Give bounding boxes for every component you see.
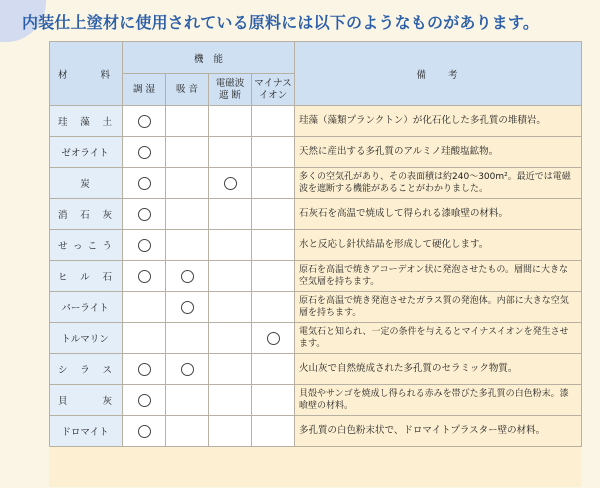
circle-mark-icon [138,177,151,190]
header-negative-ion-label: マイナス イオン [254,77,292,101]
material-name-char: ドロマイト [61,427,109,438]
table-row [50,199,582,230]
note-cell: 原石を高温で焼き発泡させたガラス質の発泡体。内部に大きな空気層を持ちます。 [295,292,582,323]
material-name-cell [50,137,123,168]
material-name-cell [50,261,123,292]
table-row [50,230,582,261]
table-body [50,106,582,447]
note-cell: 水と反応し針状結晶を形成して硬化します。 [295,230,582,261]
negative-ion-mark-cell [252,292,295,323]
material-name-char: ル [80,272,90,283]
header-function: 機能 [123,42,295,74]
note-cell: 多くの空気孔があり、その表面積は約240～300m²。最近では電磁波を遮断する機能があることがわかりました。 [295,168,582,199]
em-shield-mark-cell [209,137,252,168]
table-row [50,323,582,354]
sound-mark-cell [166,261,209,292]
sound-mark-cell [166,292,209,323]
negative-ion-mark-cell [252,168,295,199]
note-cell: 電気石と知られ、一定の条件を与えるとマイナスイオンを発生させます。 [295,323,582,354]
humidity-mark-cell [123,199,166,230]
circle-mark-icon [181,301,194,314]
materials-table [49,41,582,447]
sound-mark-cell [166,230,209,261]
material-name-char: ラ [80,365,90,376]
humidity-mark-cell [123,168,166,199]
humidity-mark-cell [123,230,166,261]
circle-mark-icon [138,425,151,438]
negative-ion-mark-cell [252,230,295,261]
note-cell: 珪藻（藻類プランクトン）が化石化した多孔質の堆積岩。 [295,106,582,137]
note-cell: 石灰石を高温で焼成して得られる漆喰壁の材料。 [295,199,582,230]
em-shield-mark-cell [209,354,252,385]
humidity-mark-cell [123,385,166,416]
table-row [50,292,582,323]
material-name-char: っ [72,241,83,252]
em-shield-mark-cell [209,168,252,199]
note-cell: 原石を高温で焼きアコーデオン状に発泡させたもの。層間に大きな空気層を持ちます。 [295,261,582,292]
material-name-char: 炭 [80,179,90,190]
material-name-char: パーライト [61,303,109,314]
em-shield-mark-cell [209,416,252,447]
table-row [50,168,582,199]
circle-mark-icon [138,394,151,407]
humidity-mark-cell [123,292,166,323]
em-shield-mark-cell [209,292,252,323]
page-heading: 内装仕上塗材に使用されている原料には以下のようなものがあります。 [22,13,540,32]
material-name-char: せ [58,241,68,252]
sound-mark-cell [166,354,209,385]
header-negative-ion [252,74,295,106]
note-cell: 天然に産出する多孔質のアルミノ珪酸塩鉱物。 [295,137,582,168]
em-shield-mark-cell [209,385,252,416]
material-name-char: シ [58,365,68,376]
material-name-cell [50,168,123,199]
table-row [50,385,582,416]
materials-table-container [49,41,581,487]
material-name-cell [50,416,123,447]
material-name-char: ゼオライト [61,148,109,159]
humidity-mark-cell [123,416,166,447]
material-name-char: こ [87,241,98,252]
sound-mark-cell [166,137,209,168]
circle-mark-icon [181,363,194,376]
humidity-mark-cell [123,106,166,137]
material-name-cell [50,106,123,137]
header-material-char-1: 材 [58,69,68,81]
negative-ion-mark-cell [252,385,295,416]
material-name-char: 石 [80,210,90,221]
header-note: 備考 [295,42,582,106]
header-em-shield-label: 電磁波 遮 断 [215,77,245,101]
material-name-cell [50,385,123,416]
em-shield-mark-cell [209,323,252,354]
table-row [50,416,582,447]
material-name-cell [50,292,123,323]
table-row [50,261,582,292]
negative-ion-mark-cell [252,199,295,230]
material-name-char: 消 [58,210,68,221]
material-name-char: 灰 [102,396,112,407]
em-shield-mark-cell [209,261,252,292]
circle-mark-icon [181,270,194,283]
material-name-char: 土 [102,117,112,128]
circle-mark-icon [138,115,151,128]
sound-mark-cell [166,385,209,416]
circle-mark-icon [138,239,151,252]
sound-mark-cell [166,199,209,230]
circle-mark-icon [138,208,151,221]
negative-ion-mark-cell [252,106,295,137]
negative-ion-mark-cell [252,137,295,168]
circle-mark-icon [224,177,237,190]
circle-mark-icon [138,270,151,283]
header-material-char-2: 料 [100,69,110,81]
material-name-cell [50,323,123,354]
material-name-cell [50,354,123,385]
material-name-cell [50,199,123,230]
material-name-char: 石 [102,272,112,283]
material-name-char: ス [102,365,112,376]
material-name-char: 珪 [58,117,68,128]
material-name-cell [50,230,123,261]
circle-mark-icon [138,146,151,159]
em-shield-mark-cell [209,199,252,230]
note-cell: 多孔質の白色粉末状で、ドロマイトプラスター壁の材料。 [295,416,582,447]
note-cell: 貝殻やサンゴを焼成し得られる赤みを帯びた多孔質の白色粉末。漆喰壁の材料。 [295,385,582,416]
negative-ion-mark-cell [252,416,295,447]
humidity-mark-cell [123,354,166,385]
negative-ion-mark-cell [252,323,295,354]
negative-ion-mark-cell [252,261,295,292]
circle-mark-icon [138,363,151,376]
sound-mark-cell [166,323,209,354]
header-humidity: 調 湿 [123,74,166,106]
header-material [50,42,123,106]
humidity-mark-cell [123,323,166,354]
material-name-char: 貝 [58,396,68,407]
header-em-shield [209,74,252,106]
circle-mark-icon [267,332,280,345]
em-shield-mark-cell [209,106,252,137]
humidity-mark-cell [123,261,166,292]
header-sound-absorption: 吸 音 [166,74,209,106]
table-row [50,106,582,137]
note-cell: 火山灰で自然焼成された多孔質のセラミック物質。 [295,354,582,385]
sound-mark-cell [166,106,209,137]
material-name-char: 灰 [102,210,112,221]
material-name-char: 藻 [80,117,90,128]
material-name-char: う [102,241,112,252]
material-name-char: トルマリン [61,334,109,345]
sound-mark-cell [166,168,209,199]
negative-ion-mark-cell [252,354,295,385]
sound-mark-cell [166,416,209,447]
em-shield-mark-cell [209,230,252,261]
humidity-mark-cell [123,137,166,168]
material-name-char: ヒ [58,272,68,283]
table-row [50,354,582,385]
table-row [50,137,582,168]
